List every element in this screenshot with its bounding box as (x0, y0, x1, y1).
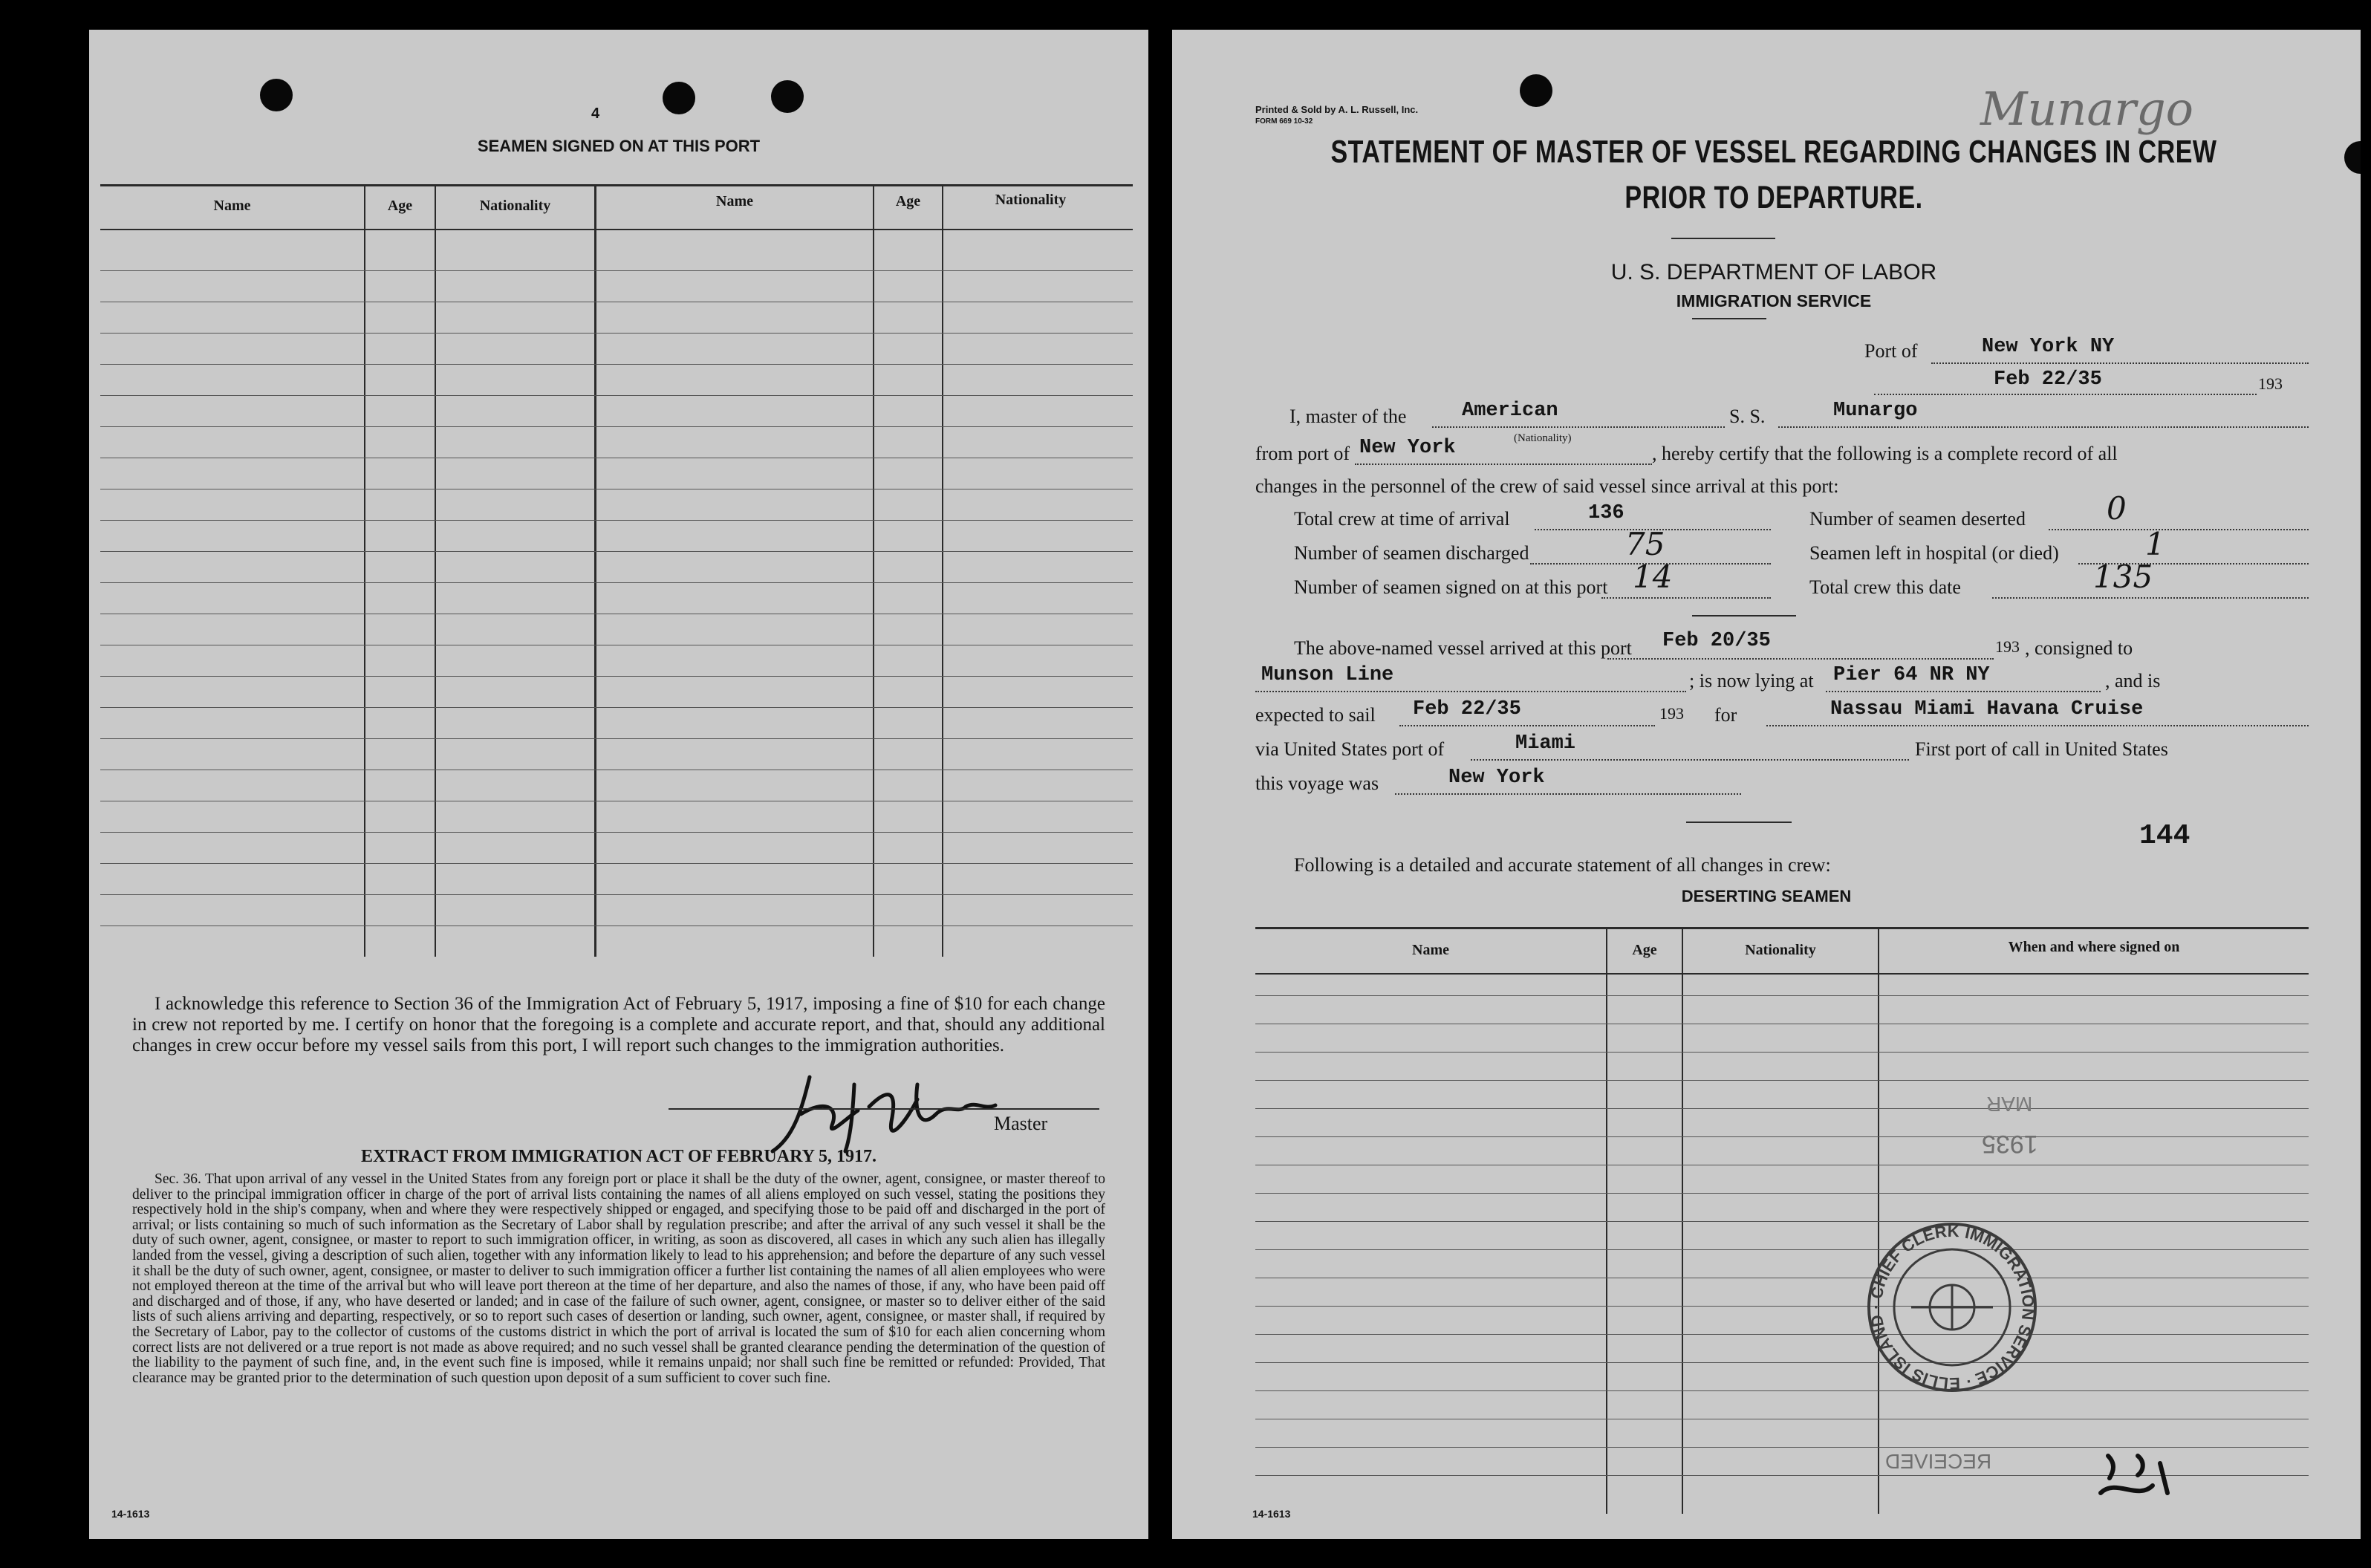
this-voyage-label: this voyage was (1255, 772, 1379, 794)
and-is-label: , and is (2105, 670, 2161, 692)
ink-smudge (2093, 1441, 2182, 1508)
column-header-nationality: Nationality (479, 198, 551, 214)
total-crew-arrival-label: Total crew at time of arrival (1294, 508, 1510, 530)
table-row (1255, 1306, 2309, 1307)
table-row (100, 270, 1133, 271)
date-value: Feb 22/35 (1994, 368, 2102, 391)
column-header-when-where: When and where signed on (2008, 939, 2180, 955)
table-row (100, 551, 1133, 552)
following-text: Following is a detailed and accurate statement of all changes in crew: (1294, 854, 1831, 876)
extract-text: Sec. 36. That upon arrival of any vessel in the United States from any foreign port or place it shall be the duty of the owner, agent, consignee, or master thereof to deliver to the principal immigration officer in charge of the port of arrival lists containing the names of all aliens employed on such vessel, stating the positions they respectively hold in the ship's company, when and where they were respectively shipped or engaged, and specifying those to be paid off and discharged in the port of arrival; or lists containing so much of such information as the Secretary of Labor shall by regulation prescribe; and after the arrival of any such vessel it shall be the duty of such owner, agent, consignee, or master to report to such immigration officer, in writing, as soon as discovered, all cases in which any such alien has illegally landed from the vessel, giving a description of such alien, together with any information likely to lead to his apprehension; and before the departure of any such vessel it shall be the duty of such owner, agent, consignee, or master to deliver to such immigration officer a further list containing the names of all alien employees who were not employed thereon at the time of the arrival but who will leave port thereon at the time of her departure, and also the names of those, if any, who have been paid off and discharged and of those, if any, who have deserted or landed; and in case of the failure of such owner, agent, consignee, or master so to deliver either of the said lists of such aliens arriving and departing, respectively, or so to report such cases of desertion or landing, such owner, agent, consignee, or master shall, if required by the Secretary of Labor, pay to the collector of customs of the customs district in which the port of arrival is located the sum of $10 for each alien concerning whom correct lists are not delivered or a true report is not made as above required; and no such vessel shall be granted clearance pending the determination of the question of the liability to the payment of such fine, and, in the event such fine is imposed, while it remains unpaid; nor shall such fine be remitted or refunded: Provided, That clearance may be granted prior to the determination of such question upon deposit of a sum sufficient to cover such fine. (132, 1171, 1105, 1386)
handwritten-number: 144 (2139, 820, 2191, 852)
port-of-label: Port of (1864, 340, 1918, 362)
column-header-nationality: Nationality (1745, 942, 1816, 958)
for-value: Nassau Miami Havana Cruise (1830, 698, 2144, 720)
expected-year-prefix: 193 (1659, 704, 1684, 723)
punch-hole (260, 79, 293, 111)
service-name: IMMIGRATION SERVICE (1676, 291, 1872, 310)
table-row (100, 676, 1133, 677)
discharged-value: 75 (1625, 526, 1665, 562)
extract-title: EXTRACT FROM IMMIGRATION ACT OF FEBRUARY 5, 1917. (360, 1147, 877, 1166)
table-row (100, 832, 1133, 833)
signed-on-value: 14 (1633, 559, 1673, 595)
deserted-label: Number of seamen deserted (1809, 508, 2026, 530)
for-label: for (1714, 704, 1737, 726)
table-row (1255, 1108, 2309, 1109)
column-header-nationality: Nationality (995, 192, 1067, 208)
table-row (1255, 995, 2309, 996)
via-value: Miami (1515, 732, 1576, 755)
table-row (100, 894, 1133, 895)
total-crew-arrival-value: 136 (1588, 502, 1624, 524)
master-of-label: I, master of the (1289, 406, 1407, 427)
changes-text: changes in the personnel of the crew of said vessel since arrival at this port: (1255, 475, 1839, 497)
date-year-prefix: 193 (2258, 374, 2283, 393)
nationality-value: American (1462, 400, 1558, 422)
table-row (1255, 1249, 2309, 1250)
column-header-age: Age (895, 193, 921, 209)
table-row (1255, 1136, 2309, 1137)
page-number: 4 (591, 105, 600, 122)
column-header-name: Name (716, 193, 753, 209)
table-row (100, 738, 1133, 739)
total-crew-date-value: 135 (2093, 559, 2153, 595)
consignee-value: Munson Line (1261, 664, 1394, 686)
punch-hole (663, 82, 695, 114)
column-header-age: Age (387, 198, 413, 214)
table-row (100, 364, 1133, 365)
form-code: 14-1613 (1252, 1508, 1291, 1520)
stamp-month: MAR (1986, 1093, 2033, 1116)
from-port-label: from port of (1255, 443, 1350, 464)
form-number: FORM 669 10-32 (1255, 117, 1313, 126)
table-row (1255, 1080, 2309, 1081)
table-row (100, 426, 1133, 427)
via-label: via United States port of (1255, 738, 1445, 760)
printer-credit: Printed & Sold by A. L. Russell, Inc. (1255, 104, 1419, 115)
arrived-value: Feb 20/35 (1662, 630, 1771, 652)
stamp-received-text: RECEIVED (1885, 1450, 1992, 1473)
ship-name-value: Munargo (1833, 400, 1918, 422)
table-row (1255, 1193, 2309, 1194)
page-title: SEAMEN SIGNED ON AT THIS PORT (477, 137, 761, 155)
nationality-hint: (Nationality) (1514, 432, 1572, 444)
deserted-value: 0 (2107, 490, 2127, 527)
stamp-year: 1935 (1982, 1130, 2038, 1158)
table-row (100, 333, 1133, 334)
hospital-label: Seamen left in hospital (or died) (1809, 542, 2059, 564)
ss-label: S. S. (1729, 406, 1766, 427)
table-row (100, 520, 1133, 521)
table-row (1255, 1362, 2309, 1363)
arrived-label: The above-named vessel arrived at this port (1294, 637, 1632, 659)
column-header-name: Name (213, 198, 251, 214)
punch-hole (1520, 74, 1552, 107)
consigned-label: , consigned to (2025, 637, 2133, 659)
from-port-value: New York (1359, 437, 1456, 459)
left-page (89, 30, 1148, 1539)
form-code: 14-1613 (111, 1508, 150, 1520)
certify-text: , hereby certify that the following is a complete record of all (1652, 443, 2118, 464)
total-crew-date-label: Total crew this date (1809, 576, 1961, 598)
deserting-seamen-title: DESERTING SEAMEN (1681, 887, 1852, 905)
table-row (100, 582, 1133, 583)
table-row (1255, 1390, 2309, 1391)
hospital-value: 1 (2145, 526, 2165, 562)
form-title: STATEMENT OF MASTER OF VESSEL REGARDING CHANGES IN CREW PRIOR TO DEPARTURE. (1330, 134, 2217, 215)
received-stamp (1841, 1196, 2063, 1419)
table-row (1255, 1052, 2309, 1053)
this-voyage-value: New York (1448, 767, 1545, 789)
column-header-name: Name (1412, 942, 1449, 958)
table-row (1255, 1334, 2309, 1335)
handwritten-ship-name: Munargo (1980, 82, 2193, 136)
table-row (100, 395, 1133, 396)
lying-value: Pier 64 NR NY (1833, 664, 1990, 686)
discharged-label: Number of seamen discharged (1294, 542, 1529, 564)
first-port-label: First port of call in United States (1915, 738, 2168, 760)
expected-value: Feb 22/35 (1413, 698, 1521, 720)
arrived-year-prefix: 193 (1995, 637, 2020, 656)
table-row (100, 707, 1133, 708)
lying-label: ; is now lying at (1689, 670, 1814, 692)
punch-hole (2344, 141, 2361, 174)
expected-label: expected to sail (1255, 704, 1376, 726)
column-header-age: Age (1632, 942, 1657, 958)
department-name: U. S. DEPARTMENT OF LABOR (1610, 260, 1937, 284)
port-of-value: New York NY (1982, 336, 2115, 358)
certification-text: I acknowledge this reference to Section 36 of the Immigration Act of February 5, 1917, imposing a fine of $10 for each change in crew not reported by me. I certify on honor that the foregoing is a complete and accurate report, and that, should any additional changes in crew occur before my vessel sails from this port, I will report such changes to the immigration authorities. (132, 994, 1105, 1055)
punch-hole (771, 80, 804, 113)
table-row (100, 863, 1133, 864)
right-page (1172, 30, 2361, 1539)
master-label: Master (994, 1113, 1048, 1134)
table-row (100, 925, 1133, 926)
signed-on-label: Number of seamen signed on at this port (1294, 576, 1608, 598)
svg-text:IMMIGRATION SERVICE · ELLIS IS: IMMIGRATION SERVICE · ELLIS ISLAND · CHIEF CLERK (1866, 1221, 2038, 1393)
table-row (1255, 1221, 2309, 1222)
